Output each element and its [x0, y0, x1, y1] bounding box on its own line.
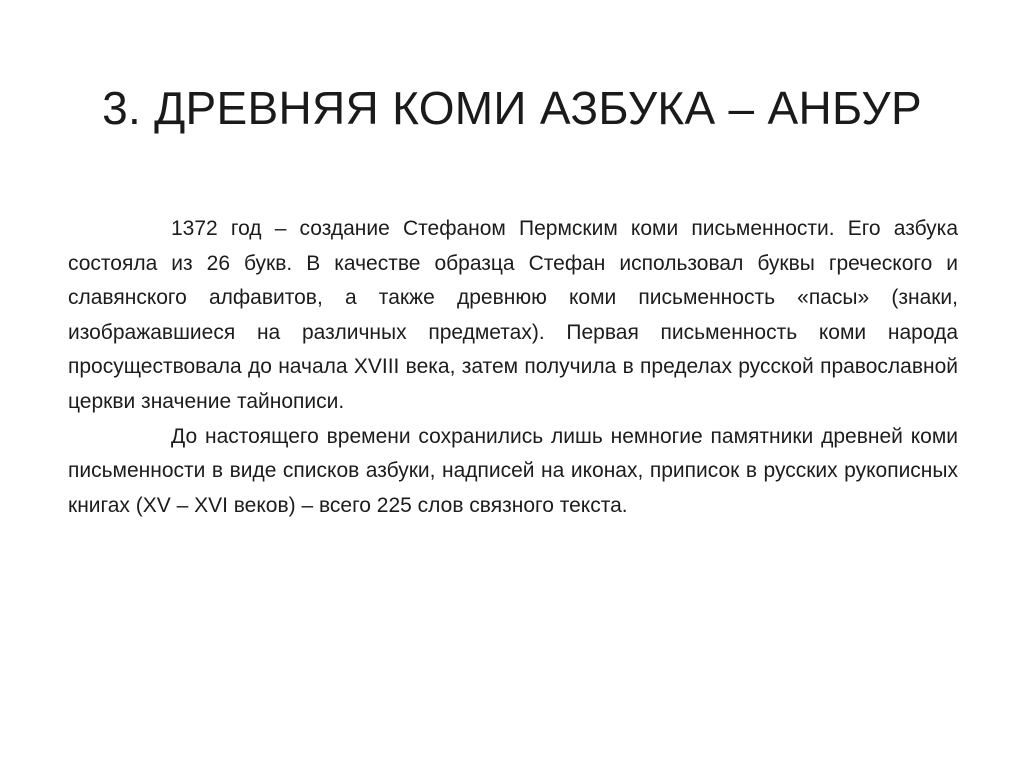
paragraph-1: 1372 год – создание Стефаном Пермским коми письменности. Его азбука состояла из 26 букв. В качестве образца Стефан использовал буквы греческого и славянского алфавитов, а также древнюю коми письменность «пасы» (знаки, изображавшиеся на различных предметах). Первая письменность коми народа просуществовала до начала XVIII века, затем получила в пределах русской православной церкви значение тайнописи.	[68, 217, 958, 413]
slide-title: 3. ДРЕВНЯЯ КОМИ АЗБУКА – АНБУР	[102, 82, 922, 134]
paragraph-2: До настоящего времени сохранились лишь немногие памятники древней коми письменности в виде списков азбуки, надписей на иконах, приписок в русских рукописных книгах (XV – XVI веков) – всего 225 слов связного текста.	[68, 424, 958, 517]
slide-body	[68, 212, 958, 523]
